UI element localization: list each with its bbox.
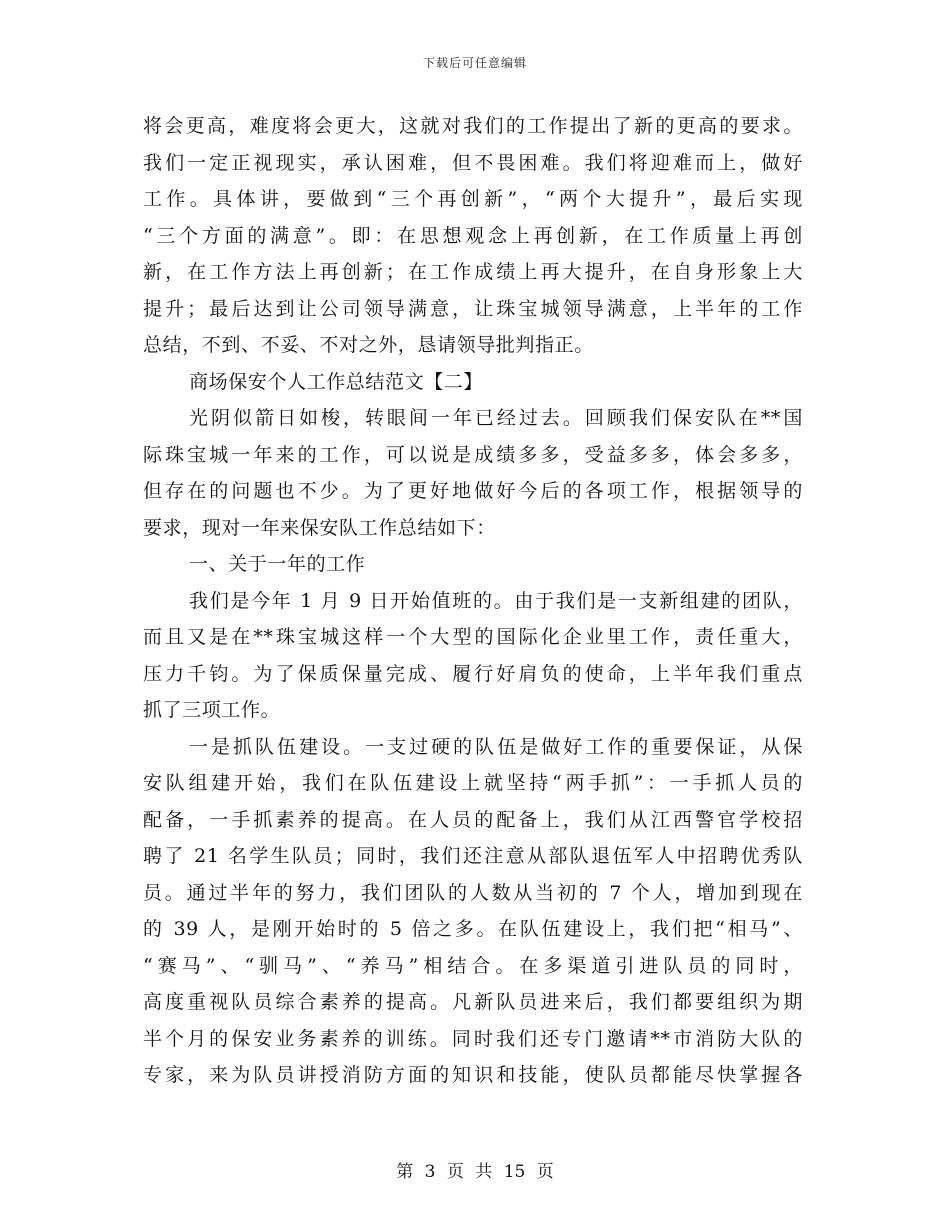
text-line: 际珠宝城一年来的工作，可以说是成绩多多，受益多多，体会多多， xyxy=(143,443,803,466)
text-line: 的 39 人，是刚开始时的 5 倍之多。在队伍建设上，我们把“相马”、 xyxy=(143,918,803,940)
text-line: “赛马”、“驯马”、“养马”相结合。在多渠道引进队员的同时， xyxy=(143,954,803,977)
text-line: 一、关于一年的工作 xyxy=(189,553,366,575)
text-line: 新，在工作方法上再创新；在工作成绩上再大提升，在自身形象上大 xyxy=(143,261,803,283)
text-line: 而且又是在**珠宝城这样一个大型的国际化企业里工作，责任重大， xyxy=(143,626,803,648)
text-line: 配备，一手抓素养的提高。在人员的配备上，我们从江西警官学校招 xyxy=(143,808,803,831)
text-line: 高度重视队员综合素养的提高。凡新队员进来后，我们都要组织为期 xyxy=(143,991,803,1013)
text-line: 提升；最后达到让公司领导满意，让珠宝城领导满意，上半年的工作 xyxy=(143,297,803,320)
text-line: 工作。具体讲，要做到“三个再创新”，“两个大提升”，最后实现 xyxy=(143,188,803,210)
page-number: 第 3 页 共 15 页 xyxy=(396,1162,554,1182)
text-line: 一是抓队伍建设。一支过硬的队伍是做好工作的重要保证，从保 xyxy=(189,735,803,758)
text-line: 但存在的问题也不少。为了更好地做好今后的各项工作，根据领导的 xyxy=(143,480,803,502)
text-line: 我们一定正视现实，承认困难，但不畏困难。我们将迎难而上，做好 xyxy=(143,151,803,174)
text-line: 抓了三项工作。 xyxy=(143,699,281,721)
text-line: 光阴似箭日如梭，转眼间一年已经过去。回顾我们保安队在**国 xyxy=(189,407,803,429)
document-body xyxy=(143,108,803,1094)
text-line: “三个方面的满意”。即：在思想观念上再创新，在工作质量上再创 xyxy=(143,224,803,247)
text-line: 要求，现对一年来保安队工作总结如下： xyxy=(143,516,496,539)
text-line: 我们是今年 1 月 9 日开始值班的。由于我们是一支新组建的团队， xyxy=(189,589,803,612)
text-line: 商场保安个人工作总结范文【二】 xyxy=(189,370,484,393)
text-line: 半个月的保安业务素养的训练。同时我们还专门邀请**市消防大队的 xyxy=(143,1027,803,1050)
page-header-note: 下载后可任意编辑 xyxy=(422,56,527,70)
text-line: 总结，不到、不妥、不对之外，恳请领导批判指正。 xyxy=(143,334,594,356)
text-line: 专家，来为队员讲授消防方面的知识和技能，使队员都能尽快掌握各 xyxy=(143,1064,803,1086)
text-line: 将会更高，难度将会更大，这就对我们的工作提出了新的更高的要求。 xyxy=(143,115,803,137)
text-line: 员。通过半年的努力，我们团队的人数从当初的 7 个人，增加到现在 xyxy=(143,881,803,904)
text-line: 聘了 21 名学生队员；同时，我们还注意从部队退伍军人中招聘优秀队 xyxy=(143,845,803,867)
text-line: 压力千钧。为了保质保量完成、履行好肩负的使命，上半年我们重点 xyxy=(143,662,803,685)
text-line: 安队组建开始，我们在队伍建设上就坚持“两手抓”：一手抓人员的 xyxy=(143,772,803,794)
